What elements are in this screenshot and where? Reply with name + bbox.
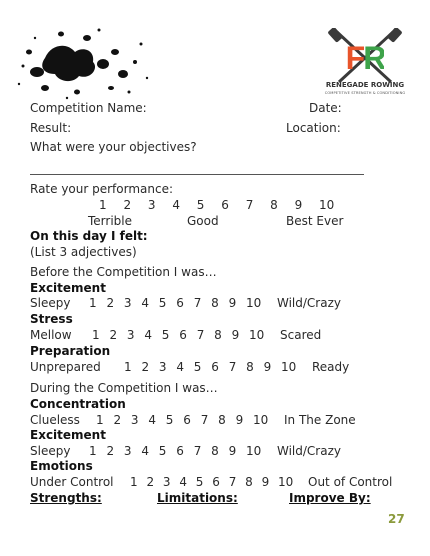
scale-best-label: Best Ever (286, 214, 344, 228)
before-preparation-low: Unprepared (30, 360, 101, 374)
date-label: Date: (309, 101, 342, 115)
before-stress-label: Stress (30, 312, 73, 326)
during-excitement-scale: 1 2 3 4 5 6 7 8 9 10 (89, 444, 262, 458)
limitations-label: Limitations: (157, 491, 238, 505)
during-emotions-scale: 1 2 3 4 5 6 7 8 9 10 (130, 475, 294, 489)
feelings-heading: On this day I felt: (30, 229, 148, 243)
page-number: 27 (388, 512, 405, 526)
scale-good-label: Good (187, 214, 219, 228)
before-excitement-label: Excitement (30, 281, 106, 295)
before-heading: Before the Competition I was… (30, 265, 217, 279)
before-stress-scale: 1 2 3 4 5 6 7 8 9 10 (92, 328, 265, 342)
during-concentration-scale: 1 2 3 4 5 6 7 8 9 10 (96, 413, 269, 427)
before-preparation-label: Preparation (30, 344, 111, 358)
during-concentration-label: Concentration (30, 397, 126, 411)
before-preparation-high: Ready (312, 360, 350, 374)
objectives-line (30, 174, 364, 175)
location-label: Location: (286, 121, 341, 135)
ink-splatter-decoration (15, 22, 155, 102)
during-emotions-high: Out of Control (308, 475, 393, 489)
logo-letters: FR (345, 40, 385, 76)
during-emotions-low: Under Control (30, 475, 114, 489)
result-label: Result: (30, 121, 72, 135)
objectives-label: What were your objectives? (30, 140, 197, 154)
before-excitement-low: Sleepy (30, 296, 71, 310)
logo-tagline: COMPETITIVE STRENGTH & CONDITIONING (324, 91, 406, 95)
during-concentration-low: Clueless (30, 413, 80, 427)
before-stress-high: Scared (280, 328, 322, 342)
during-excitement-low: Sleepy (30, 444, 71, 458)
improve-by-label: Improve By: (289, 491, 371, 505)
strengths-label: Strengths: (30, 491, 102, 505)
during-excitement-high: Wild/Crazy (277, 444, 341, 458)
during-heading: During the Competition I was… (30, 381, 218, 395)
before-excitement-scale: 1 2 3 4 5 6 7 8 9 10 (89, 296, 262, 310)
during-emotions-label: Emotions (30, 459, 93, 473)
during-concentration-high: In The Zone (284, 413, 356, 427)
during-excitement-label: Excitement (30, 428, 106, 442)
logo-name: RENEGADE ROWING (325, 81, 405, 89)
before-preparation-scale: 1 2 3 4 5 6 7 8 9 10 (124, 360, 297, 374)
competition-name-label: Competition Name: (30, 101, 147, 115)
renegade-rowing-logo (325, 28, 405, 104)
rate-performance-label: Rate your performance: (30, 182, 174, 196)
before-excitement-high: Wild/Crazy (277, 296, 341, 310)
scale-terrible-label: Terrible (88, 214, 132, 228)
feelings-note: (List 3 adjectives) (30, 245, 137, 259)
performance-scale: 1 2 3 4 5 6 7 8 9 10 (99, 198, 335, 212)
before-stress-low: Mellow (30, 328, 72, 342)
